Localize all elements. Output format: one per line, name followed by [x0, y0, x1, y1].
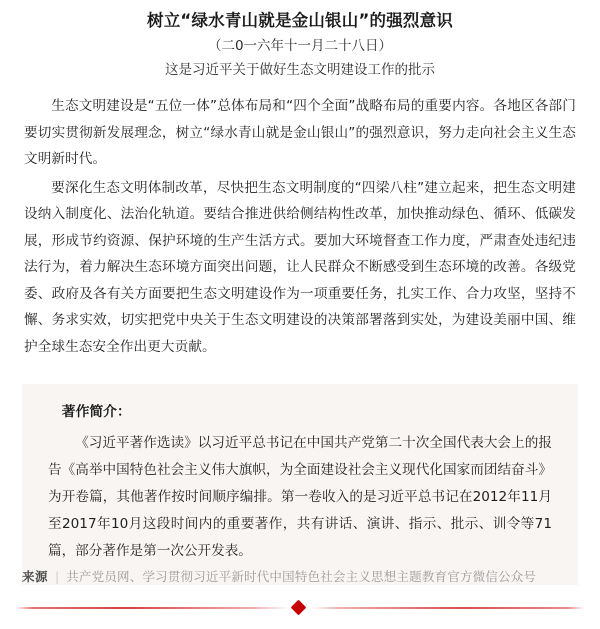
source-separator: | — [55, 569, 60, 584]
decorative-divider — [16, 601, 584, 615]
source-line — [0, 567, 600, 587]
info-box-title: 著作简介： — [61, 404, 131, 420]
body-paragraph: 生态文明建设是“五位一体”总体布局和“四个全面”战略布局的重要内容。各地区各部门要切实贯彻新发展理念，树立“绿水青山就是金山银山”的强烈意识，努力走向社会主义生态文明新时代。 — [24, 98, 576, 167]
divider-line-right — [311, 607, 584, 609]
source-text: 共产党员网、学习贯彻习近平新时代中国特色社会主义思想主题教育官方微信公众号 — [66, 569, 537, 584]
document-date: （二0一六年十一月二十八日） — [207, 38, 393, 54]
work-introduction-box — [22, 384, 578, 585]
info-box-paragraph: 《习近平著作选读》以习近平总书记在中国共产党第二十次全国代表大会上的报告《高举中国特色社会主义伟大旗帜，为全面建设社会主义现代化国家而团结奋斗》为开卷篇，其他著作按时间顺序编排。第一卷收入的是习近平总书记在2012年11月至2017年10月这段时间内的重要著作，共有讲话、演讲、指示、批示、训令等71篇，部分著作是第一次公开发表。 — [48, 435, 552, 559]
document-subtitle: 这是习近平关于做好生态文明建设工作的批示 — [165, 62, 435, 78]
page-title: 树立“绿水青山就是金山银山”的强烈意识 — [147, 11, 453, 30]
divider-line-left — [16, 607, 289, 609]
document-header — [0, 0, 600, 83]
diamond-icon — [291, 600, 307, 616]
body-paragraph: 要深化生态文明体制改革，尽快把生态文明制度的“四梁八柱”建立起来，把生态文明建设纳入制度化、法治化轨道。要结合推进供给侧结构性改革，加快推动绿色、循环、低碳发展，形成节约资源、保护环境的生产生活方式。要加大环境督查工作力度，严肃查处违纪违法行为，着力解决生态环境方面突出问题，让人民群众不断感受到生态环境的改善。各级党委、政府及各有关方面要把生态文明建设作为一项重要任务，扎实工作、合力攻坚，坚持不懈、务求实效，切实把党中央关于生态文明建设的决策部署落到实处，为建设美丽中国、维护全球生态安全作出更大贡献。 — [24, 179, 576, 355]
document-footer — [0, 567, 600, 629]
source-label: 来源 — [22, 569, 49, 584]
document-body — [0, 83, 600, 360]
